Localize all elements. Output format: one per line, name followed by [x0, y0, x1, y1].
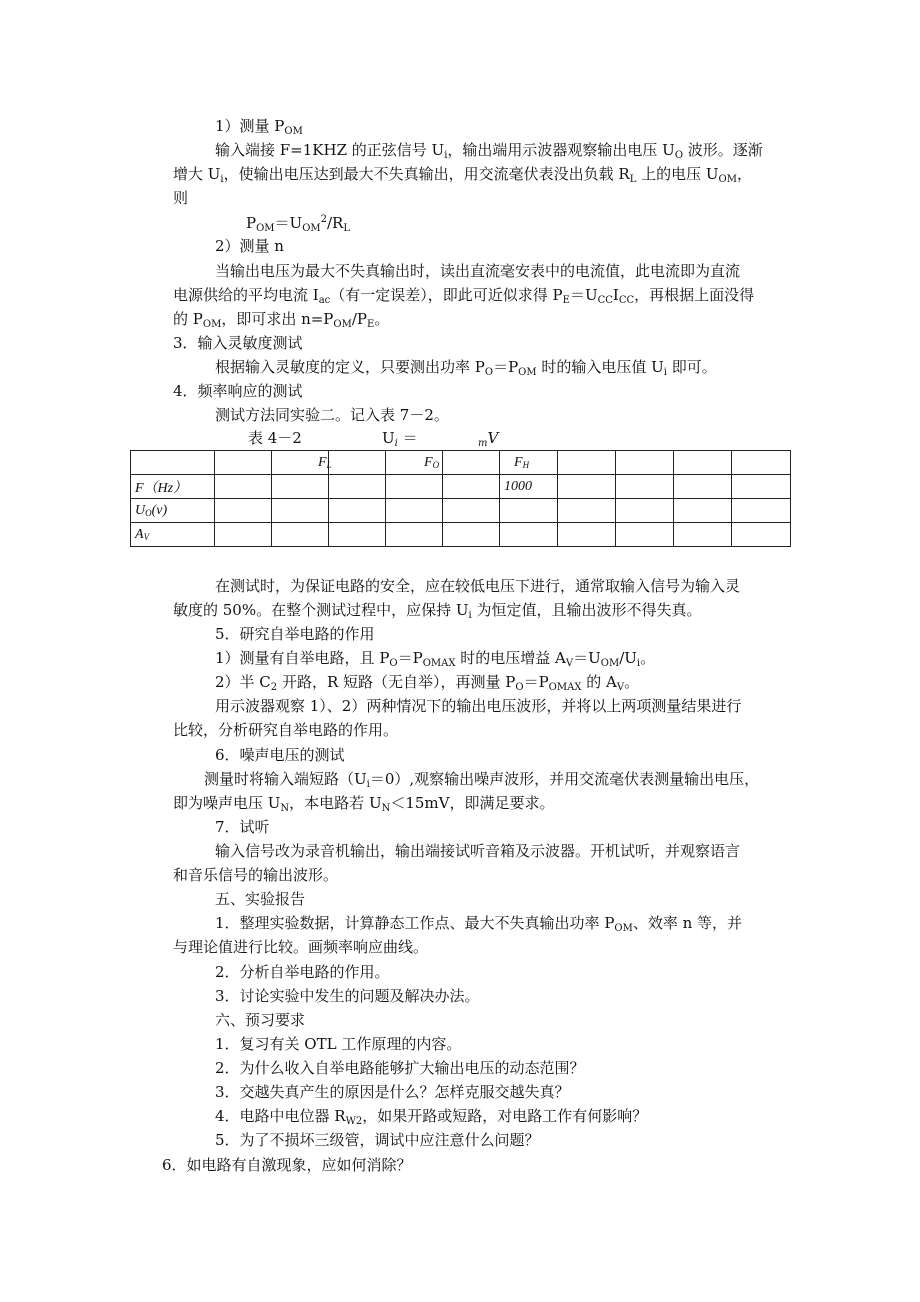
table-cell — [500, 451, 558, 475]
paragraph-line: 2）半 $C_2$ 开路，R 短路（无自举），再测量 $P_O=P_{OMAX}$ 的 $A_V$。 — [215, 673, 640, 693]
table-cell — [732, 475, 791, 499]
section-heading-report: 五、实验报告 — [215, 890, 306, 908]
paragraph-line: 根据输入灵敏度的定义，只要测出功率 $P_O=P_{OM}$ 时的输入电压值 $U_i$ 即可。 — [215, 358, 717, 378]
table-cell — [272, 499, 329, 523]
row-label-voltage-gain: $A_V$ — [131, 523, 215, 547]
list-item: 4．电路中电位器 $R_{W2}$，如果开路或短路，对电路工作有何影响？ — [215, 1107, 648, 1127]
list-item: 5．为了不损坏三级管，调试中应注意什么问题？ — [215, 1131, 540, 1149]
paragraph-line: 即为噪声电压 $U_N$，本电路若 $U_N<15mV$，即满足要求。 — [173, 794, 555, 814]
table-cell — [329, 523, 386, 547]
header-fl: $F_L$ — [318, 454, 332, 470]
paragraph-line: 在测试时，为保证电路的安全，应在较低电压下进行，通常取输入信号为输入灵 — [215, 577, 741, 595]
table-cell — [558, 451, 616, 475]
table-row — [131, 451, 791, 475]
table-cell — [215, 475, 272, 499]
paragraph-line: 则 — [173, 189, 189, 207]
section-heading-preview: 六、预习要求 — [215, 1011, 306, 1029]
table-cell — [558, 475, 616, 499]
paragraph-line: 测量时将输入端短路$(U_i=0)$,观察输出噪声波形，并用交流毫伏表测量输出电压， — [204, 770, 760, 790]
paragraph-line: 的 $P_{OM}$，即可求出 $n=P_{OM}/P_E$。 — [173, 310, 390, 330]
table-cell — [215, 451, 272, 475]
step-measure-n: 2）测量 n — [215, 237, 284, 255]
paragraph-line: 1）测量有自举电路，且 $P_O=P_{OMAX}$ 时的电压增益 $A_V=U_{OM}/U_i$。 — [215, 649, 656, 669]
heading-frequency-response: 4．频率响应的测试 — [173, 382, 303, 400]
table-cell — [500, 499, 558, 523]
table-caption: 表 4－2 — [248, 429, 302, 447]
paragraph-line: 电源供给的平均电流 $I_{ac}$（有一定误差），即此可近似求得 $P_E=U_{CC}I_{CC}$，再根据上面没得 — [173, 286, 755, 306]
table-cell — [272, 523, 329, 547]
table-cell — [215, 499, 272, 523]
table-cell — [386, 499, 443, 523]
list-item: 2．分析自举电路的作用。 — [215, 963, 390, 981]
table-cell — [558, 499, 616, 523]
table-cell — [131, 451, 215, 475]
table-cell — [272, 475, 329, 499]
header-fh: $F_H$ — [514, 454, 530, 470]
heading-noise-test: 6．噪声电压的测试 — [215, 746, 345, 764]
table-cell — [674, 475, 732, 499]
list-item: 2．为什么收入自举电路能够扩大输出电压的动态范围？ — [215, 1059, 585, 1077]
table-unit: $_m$V — [478, 429, 499, 449]
list-item: 6．如电路有自激现象，应如何消除？ — [162, 1156, 412, 1174]
paragraph-line: 输入信号改为录音机输出，输出端接试听音箱及示波器。开机试听，并观察语言 — [215, 842, 741, 860]
table-cell — [386, 523, 443, 547]
table-cell — [329, 475, 386, 499]
row-label-frequency: F（Hz） — [131, 475, 215, 499]
table-cell — [674, 451, 732, 475]
table-cell — [386, 451, 443, 475]
table-cell — [558, 523, 616, 547]
list-item: 1．整理实验数据，计算静态工作点、最大不失真输出功率 $P_{OM}$、效率 n 等，并 — [215, 914, 743, 934]
list-item: 3．交越失真产生的原因是什么？怎样克服交越失真？ — [215, 1083, 570, 1101]
list-item: 3．讨论实验中发生的问题及解决办法。 — [215, 987, 480, 1005]
paragraph-line: 和音乐信号的输出波形。 — [173, 866, 339, 884]
header-fo: $F_O$ — [424, 454, 440, 470]
table-cell — [616, 451, 674, 475]
heading-listening-test: 7．试听 — [215, 818, 270, 836]
table-cell — [500, 523, 558, 547]
table-cell — [732, 451, 791, 475]
table-cell — [443, 523, 500, 547]
table-row — [131, 523, 791, 547]
table-cell — [215, 523, 272, 547]
table-row — [131, 499, 791, 523]
table-cell — [443, 475, 500, 499]
table-cell-value: 1000 — [500, 475, 558, 499]
table-input-voltage-label: $U_i$ ＝ — [382, 429, 418, 449]
frequency-response-table — [130, 450, 791, 547]
table-cell — [329, 451, 386, 475]
table-cell — [616, 475, 674, 499]
table-cell — [732, 523, 791, 547]
paragraph-line: 与理论值进行比较。画频率响应曲线。 — [173, 938, 429, 956]
paragraph-line: 敏度的 50%。在整个测试过程中，应保持 $U_i$ 为恒定值，且输出波形不得失真。 — [173, 601, 702, 621]
table-cell — [329, 499, 386, 523]
table-cell — [386, 475, 443, 499]
table-cell — [443, 499, 500, 523]
table-cell — [616, 499, 674, 523]
table-cell — [616, 523, 674, 547]
paragraph-line: 增大 $U_i$，使输出电压达到最大不失真输出，用交流毫伏表没出负载 $R_L$ 上的电压 $U_{OM}$， — [173, 165, 752, 185]
table-cell — [732, 499, 791, 523]
paragraph-line: 测试方法同实验二。记入表 7－2。 — [215, 406, 449, 424]
formula-pom: $P_{OM}=U_{OM}^2/R_L$ — [246, 214, 350, 234]
table-row — [131, 475, 791, 499]
row-label-output-voltage: $U_O(v)$ — [131, 499, 215, 523]
heading-bootstrap-circuit: 5．研究自举电路的作用 — [215, 625, 375, 643]
table-cell — [272, 451, 332, 475]
paragraph-line: 比较，分析研究自举电路的作用。 — [173, 721, 399, 739]
table-cell — [443, 451, 500, 475]
step-measure-pom: 1）测量 $P_{OM}$ — [215, 117, 303, 137]
heading-sensitivity-test: 3．输入灵敏度测试 — [173, 334, 303, 352]
table-cell — [674, 499, 732, 523]
paragraph-line: 输入端接 F=1KHZ 的正弦信号 $U_i$，输出端用示波器观察输出电压 $U_O$ 波形。逐渐 — [215, 141, 763, 161]
paragraph-line: 用示波器观察 1）、2）两种情况下的输出电压波形，并将以上两项测量结果进行 — [215, 697, 742, 715]
list-item: 1．复习有关 OTL 工作原理的内容。 — [215, 1035, 462, 1053]
table-cell — [674, 523, 732, 547]
paragraph-line: 当输出电压为最大不失真输出时，读出直流毫安表中的电流值，此电流即为直流 — [215, 262, 741, 280]
